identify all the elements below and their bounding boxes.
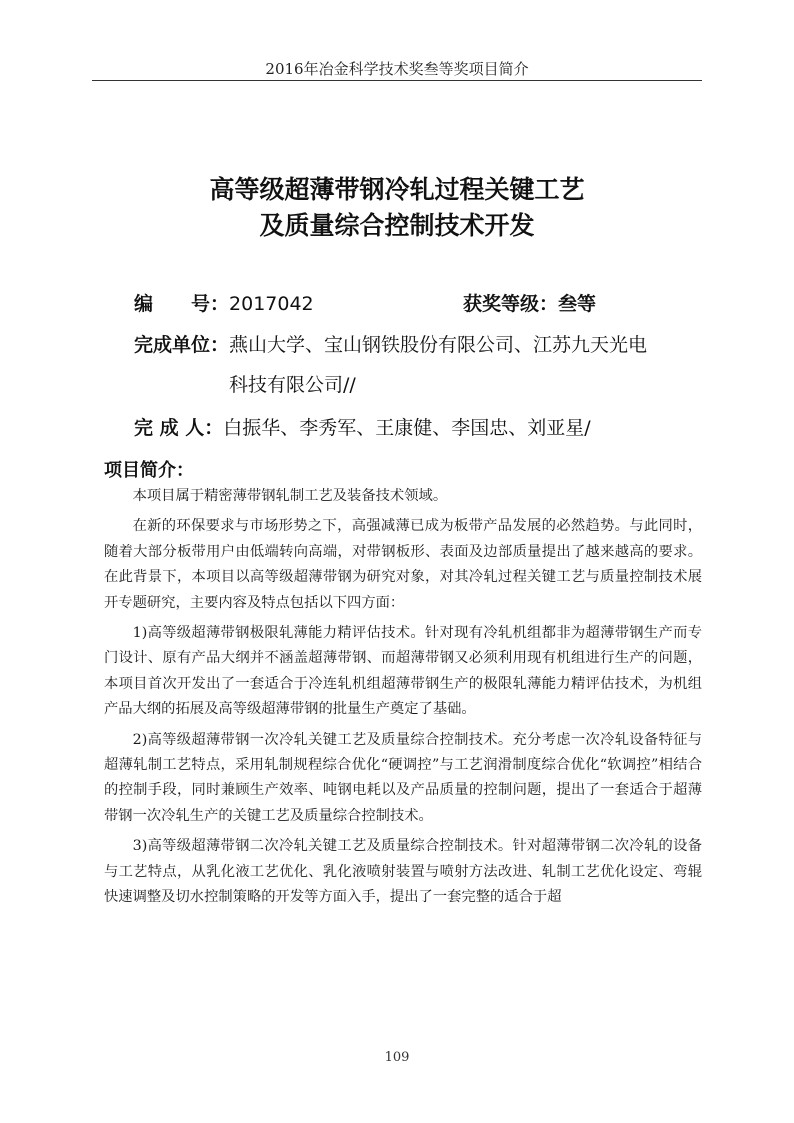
contributors-value: 白振华、李秀军、王康健、李国忠、刘亚星/ [223,417,591,439]
page-number: 109 [384,1050,410,1065]
summary-paragraph-5: 3)高等级超薄带钢二次冷轧关键工艺及质量综合控制技术。针对超薄带钢二次冷轧的设备与工艺特点，从乳化液工艺优化、乳化液喷射装置与喷射方法改进、轧制工艺优化设定、弯辊快速调整及切水控制策略的开发等方面入手，提出了一套完整的适合于超 [104,838,702,906]
completing-units-line-1: 燕山大学、宝山钢铁股份有限公司、江苏九天光电 [229,334,648,356]
award-level-row [463,289,596,316]
title-line-1: 高等级超薄带钢冷轧过程关键工艺 [209,175,585,204]
summary-paragraph-2: 在新的环保要求与市场形势之下，高强减薄已成为板带产品发展的必然趋势。与此同时，随着大部分板带用户由低端转向高端，对带钢板形、表面及边部质量提出了越来越高的要求。在此背景下，本项目以高等级超薄带钢为研究对象，对其冷轧过程关键工艺与质量控制技术展开专题研究，主要内容及特点包括以下四方面： [104,518,702,611]
project-summary-body [104,484,702,916]
running-header: 2016年冶金科学技术奖叁等奖项目简介 [265,60,529,78]
summary-paragraph-4: 2)高等级超薄带钢一次冷轧关键工艺及质量综合控制技术。充分考虑一次冷轧设备特征与超薄轧制工艺特点，采用轧制规程综合优化“硬调控”与工艺润滑制度综合优化“软调控”相结合的控制手段，同时兼顾生产效率、吨钢电耗以及产品质量的控制问题，提出了一套适合于超薄带钢一次冷轧生产的关键工艺及质量综合控制技术。 [104,731,702,824]
summary-paragraph-1: 本项目属于精密薄带钢轧制工艺及装备技术领域。 [132,488,448,504]
award-level-value: 叁等 [558,293,597,315]
summary-paragraph-3: 1)高等级超薄带钢极限轧薄能力精评估技术。针对现有冷轧机组都非为超薄带钢生产而专门设计、原有产品大纲并不涵盖超薄带钢、而超薄带钢又必须利用现有机组进行生产的问题，本项目首次开发出了一套适合于冷连轧机组超薄带钢生产的极限轧薄能力精评估技术，为机组产品大纲的拓展及高等级超薄带钢的批量生产奠定了基础。 [104,625,702,718]
contributors-label: 完 成 人： [134,417,224,439]
document-title [92,172,702,244]
award-level-label: 获奖等级： [463,293,559,315]
header-rule [92,80,702,81]
title-line-2: 及质量综合控制技术开发 [259,211,535,240]
section-title: 项目简介： [104,460,194,481]
completing-units-line-2: 科技有限公司// [229,374,356,396]
contributors-row [134,413,591,440]
completing-units-label: 完成单位： [134,334,230,356]
completing-units-row [134,330,647,357]
project-number-value: 2017042 [229,293,314,315]
project-number-row [134,289,314,316]
project-number-label: 编 号： [134,293,230,315]
